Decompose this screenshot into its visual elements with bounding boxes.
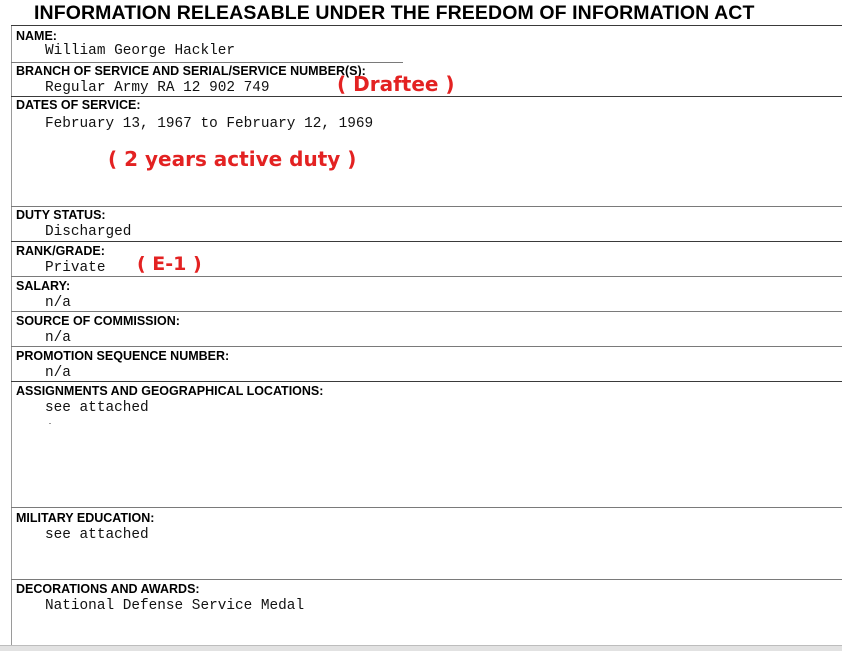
duty-status-rule bbox=[11, 241, 842, 242]
branch-rule bbox=[11, 96, 842, 97]
awards-value: National Defense Service Medal bbox=[45, 598, 305, 614]
salary-rule bbox=[11, 311, 842, 312]
name-value: William George Hackler bbox=[45, 43, 235, 59]
title-rule bbox=[11, 25, 842, 26]
commission-rule bbox=[11, 346, 842, 347]
stray-mark bbox=[49, 423, 51, 424]
promotion-value: n/a bbox=[45, 365, 71, 381]
dates-value: February 13, 1967 to February 12, 1969 bbox=[45, 116, 374, 132]
dates-label: DATES OF SERVICE: bbox=[16, 98, 141, 112]
duty-status-value: Discharged bbox=[45, 224, 132, 240]
assignments-rule bbox=[11, 507, 842, 508]
branch-value: Regular Army RA 12 902 749 bbox=[45, 80, 270, 96]
left-border bbox=[11, 25, 12, 645]
branch-label: BRANCH OF SERVICE AND SERIAL/SERVICE NUMBER(S): bbox=[16, 64, 366, 78]
active-duty-annotation: ( 2 years active duty ) bbox=[108, 147, 357, 171]
education-value: see attached bbox=[45, 527, 149, 543]
draftee-annotation: ( Draftee ) bbox=[337, 72, 455, 96]
promotion-label: PROMOTION SEQUENCE NUMBER: bbox=[16, 349, 230, 363]
assignments-value: see attached bbox=[45, 400, 149, 416]
commission-value: n/a bbox=[45, 330, 71, 346]
rank-rule bbox=[11, 276, 842, 277]
grade-annotation: ( E-1 ) bbox=[137, 253, 202, 275]
bottom-scroll-edge bbox=[0, 645, 842, 651]
assignments-label: ASSIGNMENTS AND GEOGRAPHICAL LOCATIONS: bbox=[16, 384, 324, 398]
promotion-rule bbox=[11, 381, 842, 382]
rank-value: Private bbox=[45, 260, 106, 276]
education-label: MILITARY EDUCATION: bbox=[16, 511, 155, 525]
document-title: INFORMATION RELEASABLE UNDER THE FREEDOM OF INFORMATION ACT bbox=[34, 2, 755, 24]
salary-label: SALARY: bbox=[16, 279, 71, 293]
salary-value: n/a bbox=[45, 295, 71, 311]
name-label: NAME: bbox=[16, 29, 57, 43]
dates-rule bbox=[11, 206, 842, 207]
name-rule bbox=[11, 62, 403, 63]
awards-label: DECORATIONS AND AWARDS: bbox=[16, 582, 200, 596]
education-rule bbox=[11, 579, 842, 580]
duty-status-label: DUTY STATUS: bbox=[16, 208, 106, 222]
commission-label: SOURCE OF COMMISSION: bbox=[16, 314, 180, 328]
rank-label: RANK/GRADE: bbox=[16, 244, 105, 258]
